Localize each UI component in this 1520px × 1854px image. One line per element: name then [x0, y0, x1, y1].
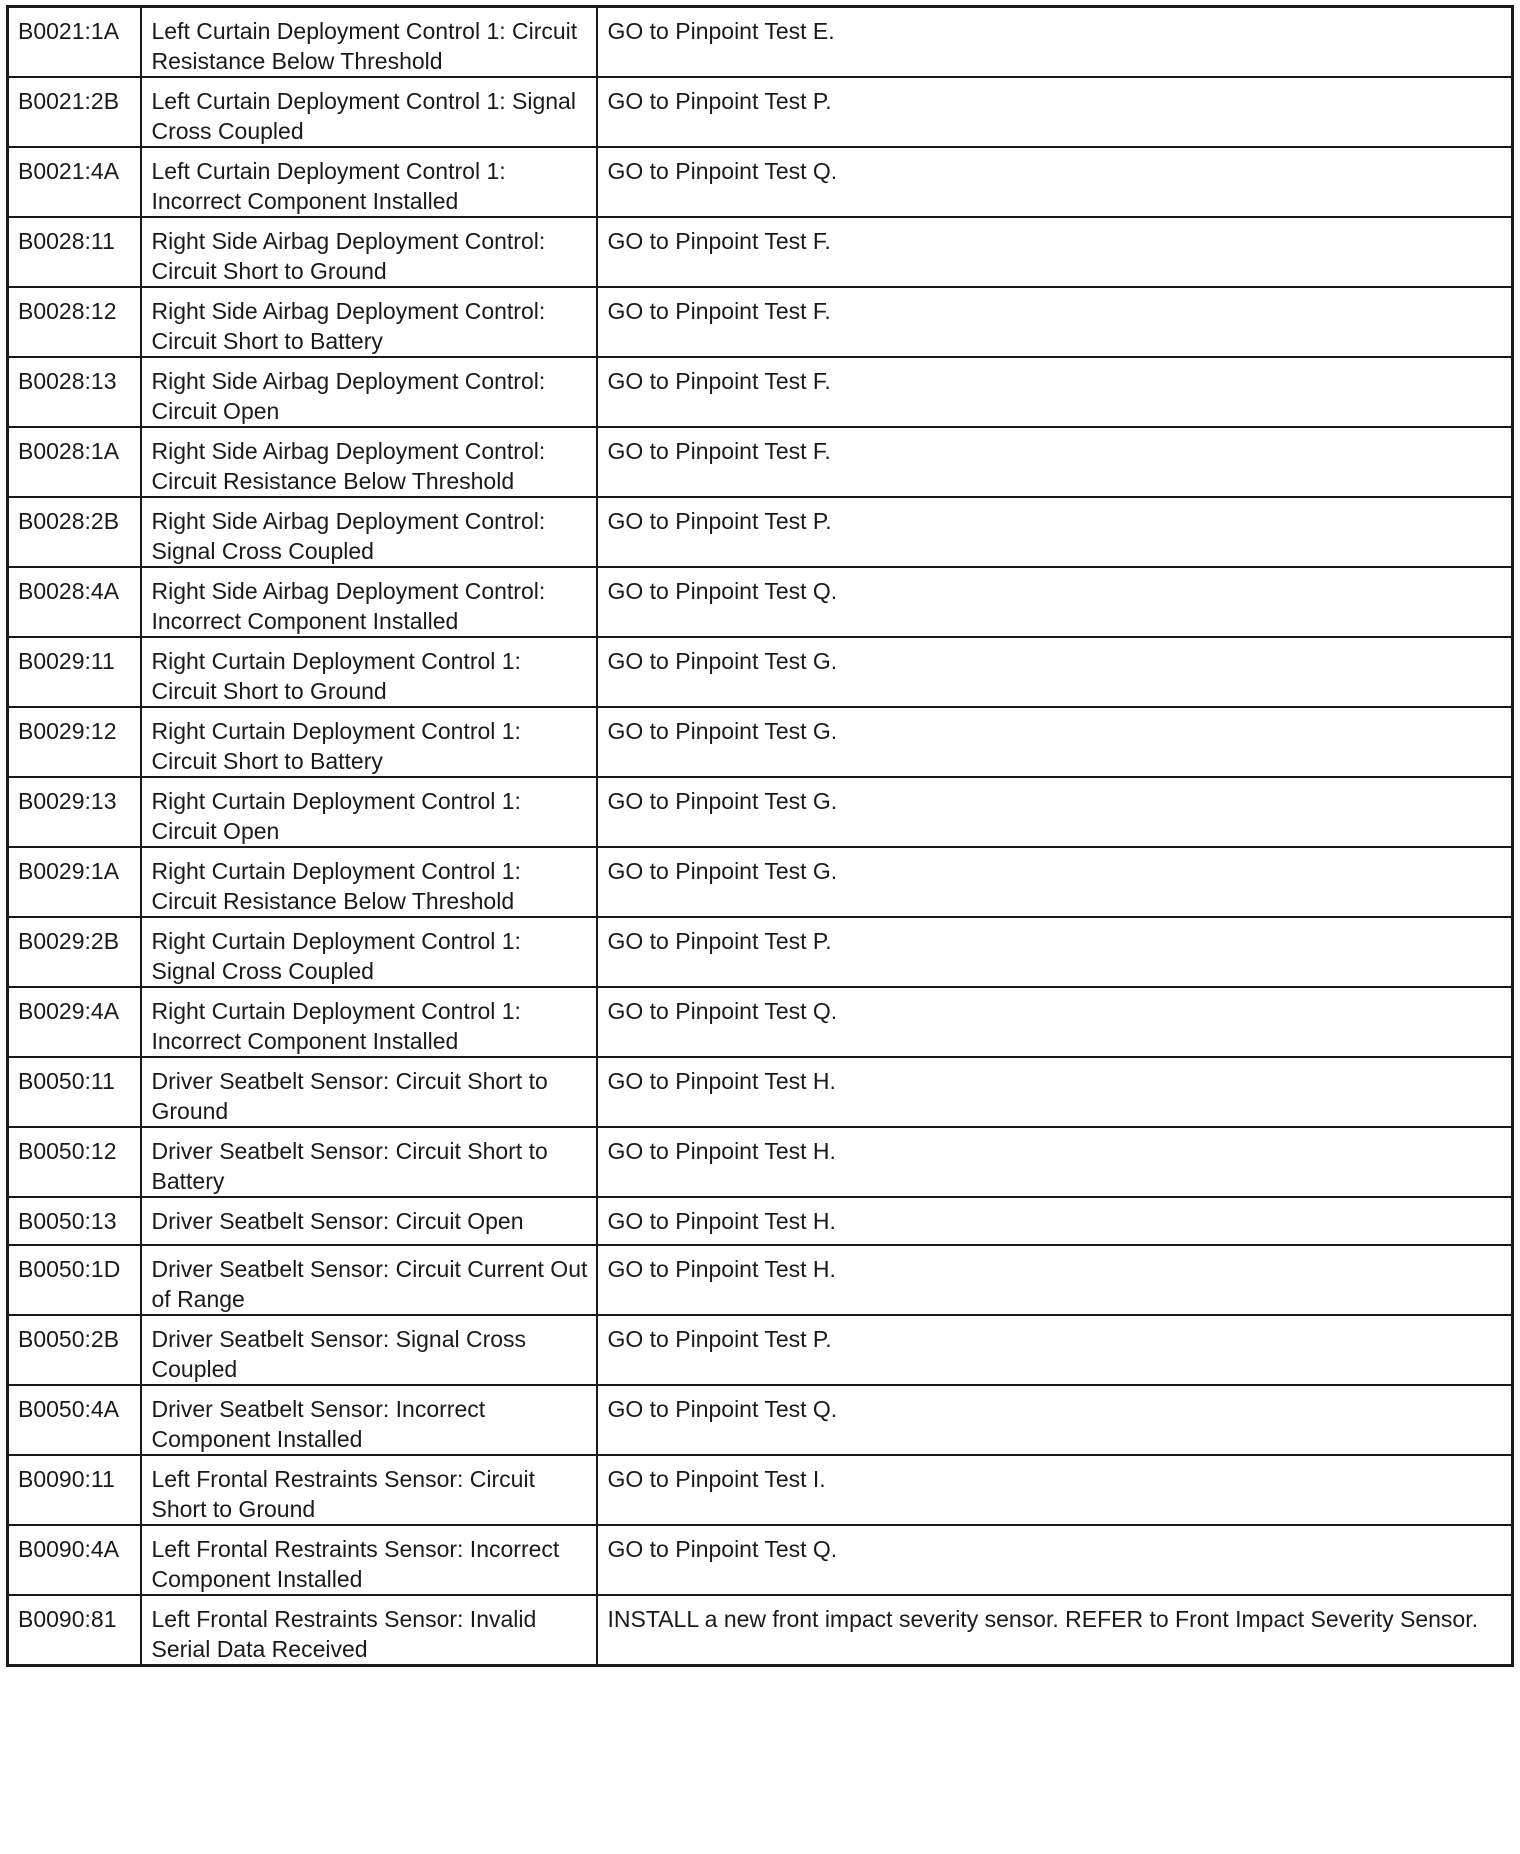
table-row: [8, 847, 1513, 917]
dtc-code-cell: B0090:81: [8, 1595, 141, 1666]
dtc-action-cell: INSTALL a new front impact severity sensor. REFER to Front Impact Severity Sensor.: [597, 1595, 1513, 1666]
dtc-description-cell: Right Side Airbag Deployment Control: Signal Cross Coupled: [141, 497, 597, 567]
dtc-description-cell: Right Curtain Deployment Control 1: Circuit Open: [141, 777, 597, 847]
dtc-action-cell: GO to Pinpoint Test Q.: [597, 147, 1513, 217]
dtc-code-cell: B0028:1A: [8, 427, 141, 497]
dtc-action-cell: GO to Pinpoint Test Q.: [597, 1385, 1513, 1455]
table-row: [8, 497, 1513, 567]
dtc-action-cell: GO to Pinpoint Test Q.: [597, 567, 1513, 637]
dtc-action-cell: GO to Pinpoint Test G.: [597, 707, 1513, 777]
table-row: [8, 917, 1513, 987]
dtc-code-cell: B0050:12: [8, 1127, 141, 1197]
dtc-code-cell: B0029:11: [8, 637, 141, 707]
table-row: [8, 1595, 1513, 1666]
dtc-description-cell: Driver Seatbelt Sensor: Circuit Current Out of Range: [141, 1245, 597, 1315]
dtc-action-cell: GO to Pinpoint Test H.: [597, 1197, 1513, 1245]
dtc-action-cell: GO to Pinpoint Test F.: [597, 217, 1513, 287]
dtc-description-cell: Left Curtain Deployment Control 1: Signal Cross Coupled: [141, 77, 597, 147]
dtc-code-cell: B0028:11: [8, 217, 141, 287]
dtc-description-cell: Right Curtain Deployment Control 1: Circuit Short to Ground: [141, 637, 597, 707]
dtc-code-cell: B0021:1A: [8, 7, 141, 78]
table-row: [8, 357, 1513, 427]
dtc-action-cell: GO to Pinpoint Test Q.: [597, 987, 1513, 1057]
table-row: [8, 1315, 1513, 1385]
table-row: [8, 1127, 1513, 1197]
dtc-description-cell: Left Curtain Deployment Control 1: Incorrect Component Installed: [141, 147, 597, 217]
dtc-action-cell: GO to Pinpoint Test I.: [597, 1455, 1513, 1525]
dtc-action-cell: GO to Pinpoint Test F.: [597, 427, 1513, 497]
table-row: [8, 567, 1513, 637]
dtc-code-cell: B0050:1D: [8, 1245, 141, 1315]
dtc-description-cell: Right Curtain Deployment Control 1: Signal Cross Coupled: [141, 917, 597, 987]
dtc-description-cell: Driver Seatbelt Sensor: Circuit Short to Battery: [141, 1127, 597, 1197]
table-row: [8, 1385, 1513, 1455]
table-row: [8, 7, 1513, 78]
dtc-action-cell: GO to Pinpoint Test H.: [597, 1127, 1513, 1197]
table-row: [8, 1197, 1513, 1245]
table-row: [8, 287, 1513, 357]
table-row: [8, 777, 1513, 847]
dtc-table: [6, 5, 1514, 1667]
dtc-action-cell: GO to Pinpoint Test F.: [597, 287, 1513, 357]
dtc-action-cell: GO to Pinpoint Test H.: [597, 1245, 1513, 1315]
dtc-code-cell: B0021:2B: [8, 77, 141, 147]
dtc-action-cell: GO to Pinpoint Test P.: [597, 917, 1513, 987]
dtc-table-body: [8, 7, 1513, 1666]
dtc-description-cell: Right Curtain Deployment Control 1: Circuit Resistance Below Threshold: [141, 847, 597, 917]
table-row: [8, 1057, 1513, 1127]
dtc-description-cell: Driver Seatbelt Sensor: Incorrect Component Installed: [141, 1385, 597, 1455]
dtc-description-cell: Right Side Airbag Deployment Control: Incorrect Component Installed: [141, 567, 597, 637]
dtc-code-cell: B0029:12: [8, 707, 141, 777]
dtc-description-cell: Right Side Airbag Deployment Control: Circuit Resistance Below Threshold: [141, 427, 597, 497]
table-row: [8, 427, 1513, 497]
dtc-code-cell: B0029:13: [8, 777, 141, 847]
dtc-action-cell: GO to Pinpoint Test P.: [597, 1315, 1513, 1385]
dtc-action-cell: GO to Pinpoint Test F.: [597, 357, 1513, 427]
dtc-description-cell: Right Side Airbag Deployment Control: Circuit Short to Battery: [141, 287, 597, 357]
dtc-code-cell: B0028:13: [8, 357, 141, 427]
dtc-action-cell: GO to Pinpoint Test Q.: [597, 1525, 1513, 1595]
dtc-action-cell: GO to Pinpoint Test G.: [597, 777, 1513, 847]
dtc-code-cell: B0090:11: [8, 1455, 141, 1525]
table-row: [8, 1525, 1513, 1595]
dtc-code-cell: B0029:4A: [8, 987, 141, 1057]
table-row: [8, 77, 1513, 147]
dtc-description-cell: Left Frontal Restraints Sensor: Circuit Short to Ground: [141, 1455, 597, 1525]
table-row: [8, 987, 1513, 1057]
dtc-code-cell: B0028:12: [8, 287, 141, 357]
dtc-description-cell: Right Curtain Deployment Control 1: Circuit Short to Battery: [141, 707, 597, 777]
dtc-code-cell: B0090:4A: [8, 1525, 141, 1595]
table-row: [8, 147, 1513, 217]
dtc-code-cell: B0029:2B: [8, 917, 141, 987]
dtc-code-cell: B0050:11: [8, 1057, 141, 1127]
table-row: [8, 707, 1513, 777]
dtc-description-cell: Driver Seatbelt Sensor: Signal Cross Coupled: [141, 1315, 597, 1385]
dtc-code-cell: B0050:4A: [8, 1385, 141, 1455]
dtc-code-cell: B0021:4A: [8, 147, 141, 217]
table-row: [8, 637, 1513, 707]
dtc-code-cell: B0050:2B: [8, 1315, 141, 1385]
dtc-action-cell: GO to Pinpoint Test E.: [597, 7, 1513, 78]
table-row: [8, 1245, 1513, 1315]
dtc-description-cell: Driver Seatbelt Sensor: Circuit Short to Ground: [141, 1057, 597, 1127]
dtc-action-cell: GO to Pinpoint Test P.: [597, 77, 1513, 147]
dtc-description-cell: Left Curtain Deployment Control 1: Circuit Resistance Below Threshold: [141, 7, 597, 78]
dtc-code-cell: B0050:13: [8, 1197, 141, 1245]
dtc-code-cell: B0028:4A: [8, 567, 141, 637]
dtc-action-cell: GO to Pinpoint Test G.: [597, 847, 1513, 917]
dtc-description-cell: Driver Seatbelt Sensor: Circuit Open: [141, 1197, 597, 1245]
dtc-description-cell: Right Side Airbag Deployment Control: Circuit Short to Ground: [141, 217, 597, 287]
table-row: [8, 217, 1513, 287]
dtc-action-cell: GO to Pinpoint Test G.: [597, 637, 1513, 707]
dtc-action-cell: GO to Pinpoint Test H.: [597, 1057, 1513, 1127]
dtc-description-cell: Right Curtain Deployment Control 1: Incorrect Component Installed: [141, 987, 597, 1057]
dtc-description-cell: Right Side Airbag Deployment Control: Circuit Open: [141, 357, 597, 427]
table-row: [8, 1455, 1513, 1525]
dtc-code-cell: B0029:1A: [8, 847, 141, 917]
dtc-description-cell: Left Frontal Restraints Sensor: Incorrect Component Installed: [141, 1525, 597, 1595]
dtc-code-cell: B0028:2B: [8, 497, 141, 567]
dtc-description-cell: Left Frontal Restraints Sensor: Invalid Serial Data Received: [141, 1595, 597, 1666]
dtc-action-cell: GO to Pinpoint Test P.: [597, 497, 1513, 567]
